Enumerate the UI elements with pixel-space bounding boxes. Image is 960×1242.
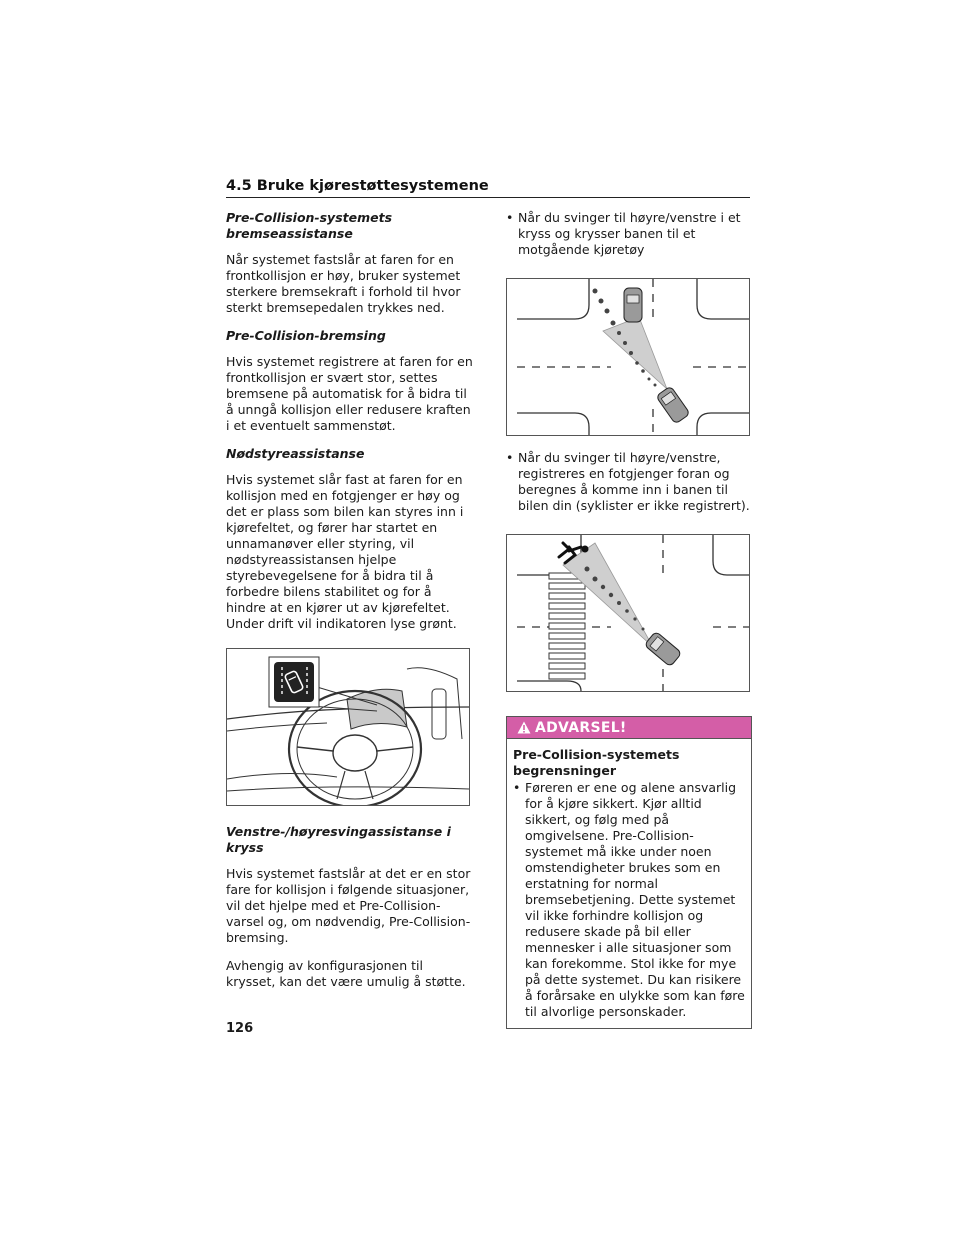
section-title: 4.5 Bruke kjørestøttesystemene: [226, 178, 489, 194]
paragraph-turn-assist-2: Avhengig av konfigurasjonen til krysset, kan det være umulig å støtte.: [226, 958, 466, 989]
subheading-brake-assist: Pre-Collision-systemets bremseassistanse: [226, 210, 393, 241]
warning-title-bar: [507, 717, 751, 739]
subheading-turn-assist: Venstre-/høyresvingassistanse i kryss: [226, 824, 451, 855]
warning-bullet: • Føreren er ene og alene ansvarlig for å kjøre sikkert. Kjør alltid sikkert, og følg med på omgivelsene. Pre-Collision-systemet må ikke under noen omstendigheter brukes som en erstatning for normal bremsebetjening. Dette systemet vil ikke forhindre kollisjon og redusere skade på bil eller mennesker i alle situasjoner som kan forekomme. Stol ikke for mye på dette systemet. Du kan risikere å forårsake en ulykke som kan føre til alvorlige personskader.: [513, 780, 745, 1020]
dashboard-indicator-figure: [226, 648, 470, 806]
warning-label: ADVARSEL!: [535, 719, 627, 736]
warning-triangle-icon: [517, 721, 531, 734]
section-header: [226, 178, 750, 198]
intersection-pedestrian-figure: [506, 534, 750, 692]
oncoming-car-icon: [624, 288, 642, 322]
bullet-oncoming-vehicle: • Når du svinger til høyre/venstre i et kryss og krysser banen til et motgående kjøretøy: [506, 210, 752, 258]
dashboard-illustration: [227, 649, 469, 805]
right-column: [506, 210, 752, 1029]
warning-body: [507, 739, 751, 1028]
own-car-icon: [644, 631, 682, 667]
intersection-vehicle-illustration: [507, 279, 749, 435]
paragraph-pre-collision-braking: Hvis systemet registrere at faren for en frontkollisjon er svært stor, settes bremsene på automatisk for å bidra til å unngå kollisjon eller redusere kraften i et eventuelt sammenstøt.: [226, 354, 473, 433]
bullet-pedestrian: • Når du svinger til høyre/venstre, registreres en fotgjenger foran og beregnes å komme inn i banen til bilen din (syklister er ikke registrert).: [506, 450, 752, 514]
left-column: [226, 210, 474, 1002]
warning-box: [506, 716, 752, 1029]
subheading-emergency-steering: Nødstyreassistanse: [226, 446, 365, 461]
paragraph-brake-assist: Når systemet fastslår at faren for en frontkollisjon er høy, bruker systemet sterkere bremsekraft i forhold til hvor sterkt bremsepedalen trykkes ned.: [226, 252, 461, 315]
subheading-pre-collision-braking: Pre-Collision-bremsing: [226, 328, 386, 343]
warning-heading: Pre-Collision-systemets begrensninger: [513, 747, 680, 778]
page-number: 126: [226, 1021, 254, 1036]
own-car-icon: [656, 386, 690, 424]
paragraph-turn-assist-1: Hvis systemet fastslår at det er en stor fare for kollisjon i følgende situasjoner, vil det hjelpe med et Pre-Collision-varsel og, om nødvendig, Pre-Collision-bremsing.: [226, 866, 471, 945]
intersection-vehicle-figure: [506, 278, 750, 436]
intersection-pedestrian-illustration: [507, 535, 749, 691]
paragraph-emergency-steering: Hvis systemet slår fast at faren for en kollisjon med en fotgjenger er høy og det er plass som bilen kan styres inn i kjørefeltet, og fører har startet en unnamanøver eller styring, vil nødstyreassistansen hjelpe styrebevegelsene for å bidra til å forbedre bilens stabilitet og for å hindre at en kjører ut av kjørefeltet. Under drift vil indikatoren lyse grønt.: [226, 472, 464, 631]
